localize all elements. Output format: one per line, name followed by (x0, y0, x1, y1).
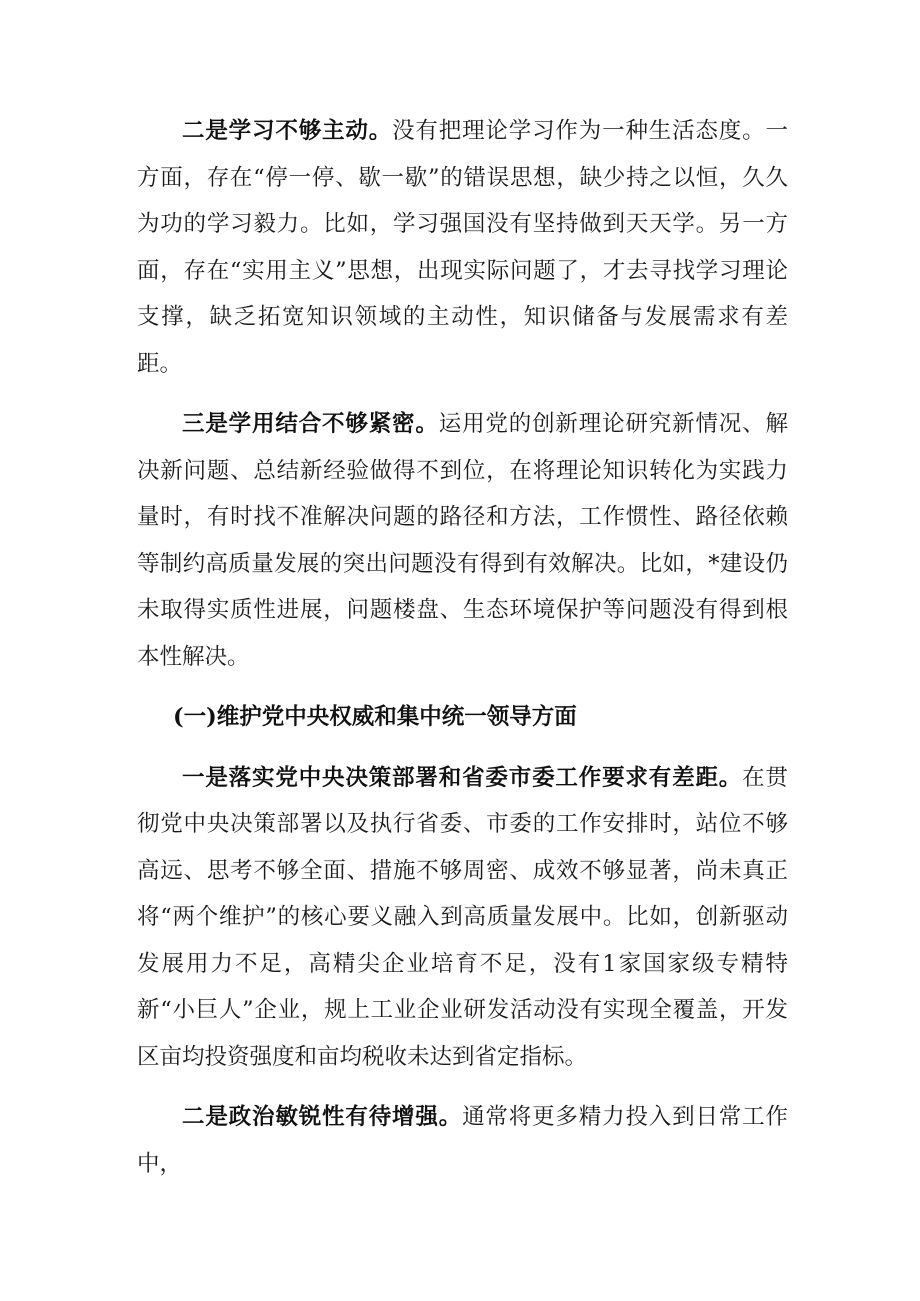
paragraph-text: 在贯彻党中央决策部署以及执行省委、市委的工作安排时，站位不够高远、思考不够全面、措施不够周密、成效不够显著，尚未真正将“两个维护”的核心要义融入到高质量发展中。比如，创新驱动发展用力不足，高精尖企业培育不足，没有1家国家级专精特新“小巨人”企业，规上工业企业研发活动没有实现全覆盖，开发区亩均投资强度和亩均税收未达到省定指标。 (137, 764, 788, 1070)
section-heading: (一)维护党中央权威和集中统一领导方面 (173, 704, 577, 730)
paragraph-lead: 三是学用结合不够紧密。 (182, 411, 439, 437)
document-body (137, 108, 788, 1201)
paragraph-text: 通常将更多精力投入到日常工作中， (137, 1104, 788, 1177)
paragraph-text: 运用党的创新理论研究新情况、解决新问题、总结新经验做得不到位，在将理论知识转化为实践力量时，有时找不准解决问题的路径和方法，工作惯性、路径依赖等制约高质量发展的突出问题没有得到有效解决。比如，*建设仍未取得实质性进展，问题楼盘、生态环境保护等问题没有得到根本性解决。 (137, 411, 788, 670)
paragraph-theory-practice (137, 401, 788, 680)
paragraph-implementation-gap (137, 755, 788, 1081)
paragraph-text: 没有把理论学习作为一种生活态度。一方面，存在“停一停、歇一歇”的错误思想，缺少持之以恒，久久为功的学习毅力。比如，学习强国没有坚持做到天天学。另一方面，存在“实用主义”思想，出现实际问题了，才去寻找学习理论支撑，缺乏拓宽知识领域的主动性，知识储备与发展需求有差距。 (137, 118, 788, 377)
paragraph-lead: 二是政治敏锐性有待增强。 (182, 1104, 463, 1130)
paragraph-lead: 二是学习不够主动。 (182, 118, 393, 144)
paragraph-learning-initiative (137, 108, 788, 387)
paragraph-lead: 一是落实党中央决策部署和省委市委工作要求有差距。 (182, 764, 743, 791)
paragraph-political-sensitivity (137, 1094, 788, 1187)
